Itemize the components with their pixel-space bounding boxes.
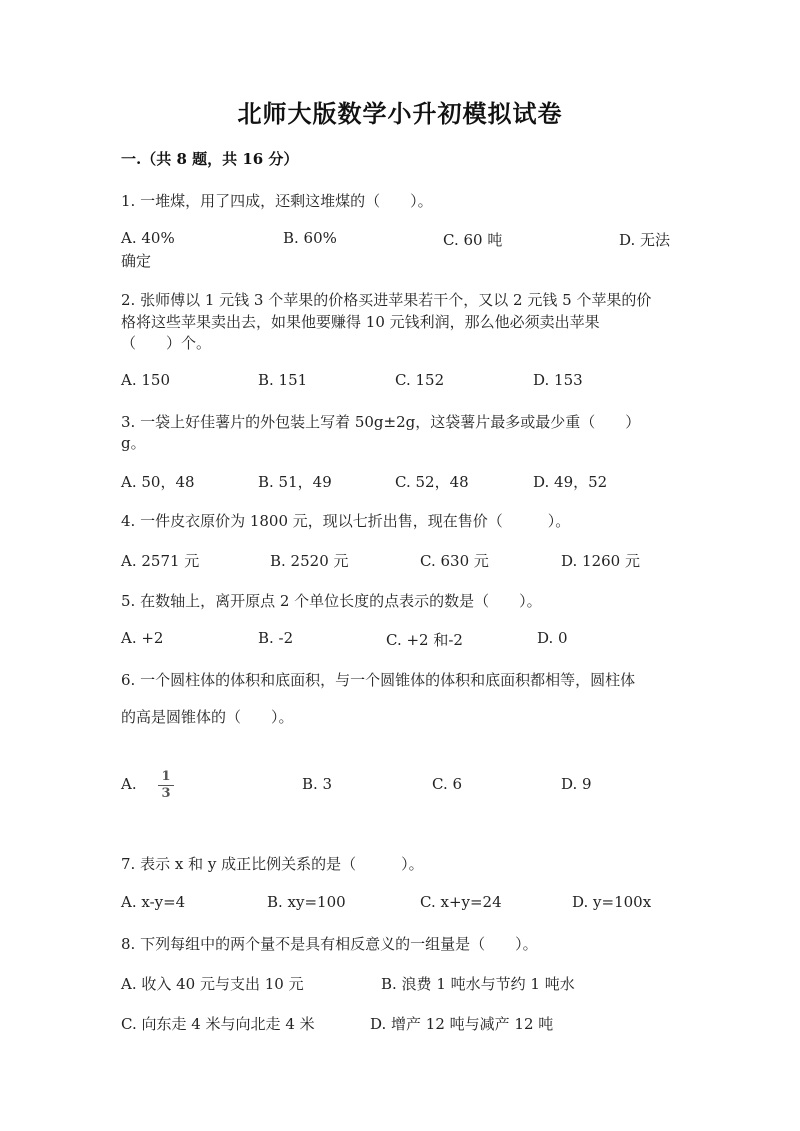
question-2-stem-line-3: （ ）个。 <box>121 334 212 352</box>
question-4-option-a: A. 2571 元 <box>121 552 200 570</box>
question-1-option-d-wrap: 确定 <box>121 252 152 270</box>
question-4-option-c: C. 630 元 <box>420 552 489 570</box>
question-2-option-d: D. 153 <box>533 371 583 389</box>
exam-title: 北师大版数学小升初模拟试卷 <box>237 99 563 128</box>
section-heading: 一.（共 8 题，共 16 分） <box>121 150 299 168</box>
question-3-stem-line-2: g。 <box>121 434 146 452</box>
question-6-stem-line-2: 的高是圆锥体的（ ）。 <box>121 708 294 726</box>
question-5-option-b: B. -2 <box>258 629 294 647</box>
question-5-option-c: C. +2 和-2 <box>386 631 463 649</box>
question-7-option-b: B. xy=100 <box>267 893 346 911</box>
question-3-option-b: B. 51，49 <box>258 473 332 491</box>
question-3-option-d: D. 49，52 <box>533 473 608 491</box>
fraction-denominator: 3 <box>161 786 171 801</box>
question-6-option-d: D. 9 <box>561 775 592 793</box>
question-7-option-c: C. x+y=24 <box>420 893 502 911</box>
question-2-option-c: C. 152 <box>395 371 445 389</box>
question-6-option-a-fraction <box>158 770 174 801</box>
question-6-option-b: B. 3 <box>302 775 333 793</box>
question-8-option-d: D. 增产 12 吨与减产 12 吨 <box>370 1015 554 1033</box>
question-8-option-b: B. 浪费 1 吨水与节约 1 吨水 <box>381 975 575 993</box>
question-1-stem: 1. 一堆煤，用了四成，还剩这堆煤的（ ）。 <box>121 192 433 210</box>
question-2-option-a: A. 150 <box>121 371 170 389</box>
question-2-stem-line-2: 格将这些苹果卖出去，如果他要赚得 10 元钱利润，那么他必须卖出苹果 <box>121 313 600 331</box>
question-4-stem: 4. 一件皮衣原价为 1800 元，现以七折出售，现在售价（ ）。 <box>121 512 571 530</box>
question-1-option-b: B. 60% <box>283 229 337 247</box>
question-8-option-c: C. 向东走 4 米与向北走 4 米 <box>121 1015 315 1033</box>
question-5-option-d: D. 0 <box>537 629 568 647</box>
question-6-stem-line-1: 6. 一个圆柱体的体积和底面积，与一个圆锥体的体积和底面积都相等，圆柱体 <box>121 671 636 689</box>
question-3-stem-line-1: 3. 一袋上好佳薯片的外包装上写着 50g±2g，这袋薯片最多或最少重（ ） <box>121 413 641 431</box>
question-5-option-a: A. +2 <box>121 629 164 647</box>
question-2-stem-line-1: 2. 张师傅以 1 元钱 3 个苹果的价格买进苹果若干个，又以 2 元钱 5 个苹果的价 <box>121 291 652 309</box>
question-4-option-d: D. 1260 元 <box>561 552 640 570</box>
question-1-option-a: A. 40% <box>121 229 175 247</box>
question-1-option-c: C. 60 吨 <box>443 231 503 249</box>
question-3-option-c: C. 52，48 <box>395 473 469 491</box>
question-7-option-d: D. y=100x <box>572 893 652 911</box>
fraction-numerator: 1 <box>161 769 171 784</box>
question-2-option-b: B. 151 <box>258 371 308 389</box>
question-6-option-a: A. <box>121 775 137 793</box>
question-4-option-b: B. 2520 元 <box>270 552 349 570</box>
question-1-option-d: D. 无法 <box>619 231 671 249</box>
question-3-option-a: A. 50，48 <box>121 473 195 491</box>
question-8-stem: 8. 下列每组中的两个量不是具有相反意义的一组量是（ ）。 <box>121 935 538 953</box>
question-8-option-a: A. 收入 40 元与支出 10 元 <box>121 975 304 993</box>
question-7-stem: 7. 表示 x 和 y 成正比例关系的是（ ）。 <box>121 855 424 873</box>
question-6-option-c: C. 6 <box>432 775 463 793</box>
question-5-stem: 5. 在数轴上，离开原点 2 个单位长度的点表示的数是（ ）。 <box>121 592 542 610</box>
question-7-option-a: A. x-y=4 <box>121 893 186 911</box>
